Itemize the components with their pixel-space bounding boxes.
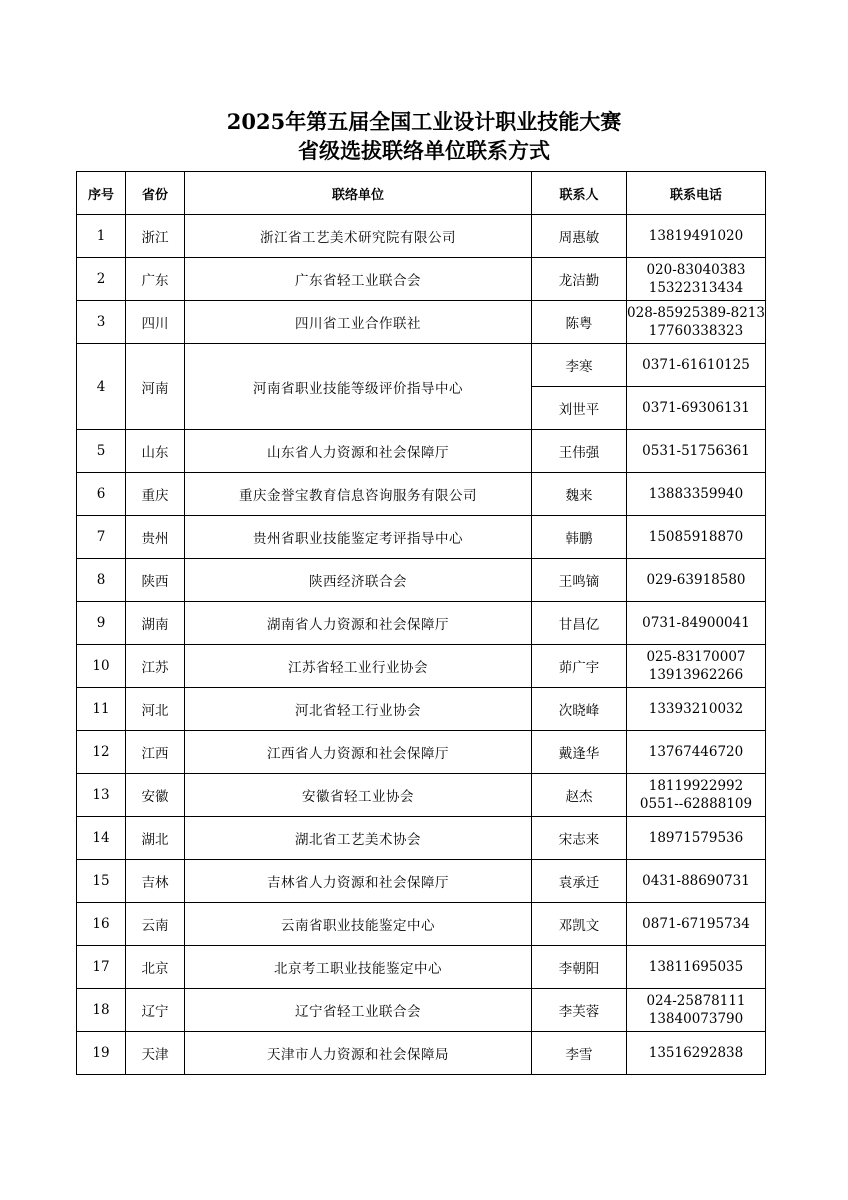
table-row (77, 903, 766, 946)
phone-number: 0871-67195734 (642, 916, 750, 932)
phone-number: 13811695035 (648, 959, 744, 975)
row-seq: 5 (77, 430, 126, 473)
row-province: 湖北 (126, 817, 185, 860)
row-contact-name: 茆广宇 (532, 645, 627, 688)
row-seq: 7 (77, 516, 126, 559)
header-phone: 联系电话 (627, 172, 766, 215)
row-contact-name: 赵杰 (532, 774, 627, 817)
row-province: 湖南 (126, 602, 185, 645)
row-seq: 19 (77, 1032, 126, 1075)
phone-number: 13819491020 (648, 228, 744, 244)
row-contact-name: 李寒 (532, 344, 627, 387)
row-province: 贵州 (126, 516, 185, 559)
row-unit: 云南省职业技能鉴定中心 (185, 903, 532, 946)
row-contact-name: 袁承迁 (532, 860, 627, 903)
header-contact: 联系人 (532, 172, 627, 215)
row-seq: 14 (77, 817, 126, 860)
header-unit: 联络单位 (185, 172, 532, 215)
contacts-table (76, 171, 766, 1075)
table-row (77, 258, 766, 301)
row-unit: 安徽省轻工业协会 (185, 774, 532, 817)
table-row (77, 817, 766, 860)
phone-number: 13516292838 (648, 1045, 744, 1061)
row-province: 江西 (126, 731, 185, 774)
row-seq: 17 (77, 946, 126, 989)
row-contact-name: 王鸣镝 (532, 559, 627, 602)
row-phone (627, 688, 766, 731)
table-row (77, 860, 766, 903)
row-province: 吉林 (126, 860, 185, 903)
row-unit: 江苏省轻工业行业协会 (185, 645, 532, 688)
row-phone (627, 903, 766, 946)
row-province: 山东 (126, 430, 185, 473)
row-contact-name: 宋志来 (532, 817, 627, 860)
table-row (77, 516, 766, 559)
row-phone (627, 946, 766, 989)
table-header-row (77, 172, 766, 215)
row-unit: 江西省人力资源和社会保障厅 (185, 731, 532, 774)
row-province: 河南 (126, 344, 185, 430)
row-phone (627, 516, 766, 559)
row-province: 河北 (126, 688, 185, 731)
row-contact-name: 甘昌亿 (532, 602, 627, 645)
table-row (77, 1032, 766, 1075)
row-unit: 陕西经济联合会 (185, 559, 532, 602)
row-unit: 贵州省职业技能鉴定考评指导中心 (185, 516, 532, 559)
phone-number: 028-85925389-8213 (627, 305, 765, 321)
row-contact-name: 王伟强 (532, 430, 627, 473)
row-phone (627, 215, 766, 258)
phone-number: 18971579536 (648, 830, 744, 846)
phone-number: 025-83170007 (646, 649, 746, 665)
row-contact-name: 魏来 (532, 473, 627, 516)
row-seq: 12 (77, 731, 126, 774)
row-seq: 3 (77, 301, 126, 344)
phone-number: 0731-84900041 (642, 615, 750, 631)
table-row (77, 645, 766, 688)
row-contact-name: 李朝阳 (532, 946, 627, 989)
phone-number: 0531-51756361 (642, 443, 750, 459)
table-row (77, 989, 766, 1032)
phone-number: 0371-61610125 (642, 357, 750, 373)
row-phone (627, 387, 766, 430)
row-unit: 湖南省人力资源和社会保障厅 (185, 602, 532, 645)
phone-number: 13883359940 (648, 486, 744, 502)
row-unit: 四川省工业合作联社 (185, 301, 532, 344)
table-row (77, 301, 766, 344)
phone-number: 13767446720 (648, 744, 744, 760)
table-row (77, 559, 766, 602)
table-row (77, 473, 766, 516)
row-seq: 15 (77, 860, 126, 903)
table-row (77, 344, 766, 387)
row-phone (627, 473, 766, 516)
header-seq: 序号 (77, 172, 126, 215)
row-unit: 辽宁省轻工业联合会 (185, 989, 532, 1032)
row-unit: 浙江省工艺美术研究院有限公司 (185, 215, 532, 258)
row-unit: 山东省人力资源和社会保障厅 (185, 430, 532, 473)
row-contact-name: 韩鹏 (532, 516, 627, 559)
row-seq: 10 (77, 645, 126, 688)
row-phone (627, 301, 766, 344)
row-province: 四川 (126, 301, 185, 344)
row-phone (627, 731, 766, 774)
row-province: 浙江 (126, 215, 185, 258)
row-phone (627, 258, 766, 301)
row-unit: 北京考工职业技能鉴定中心 (185, 946, 532, 989)
row-phone (627, 1032, 766, 1075)
row-contact-name: 李雪 (532, 1032, 627, 1075)
row-unit: 河南省职业技能等级评价指导中心 (185, 344, 532, 430)
phone-number: 17760338323 (648, 323, 744, 339)
phone-number: 029-63918580 (646, 572, 746, 588)
row-contact-name: 次晓峰 (532, 688, 627, 731)
phone-number: 020-83040383 (646, 262, 746, 278)
document-title: 2025年第五届全国工业设计职业技能大赛 (226, 109, 622, 134)
row-contact-name: 陈粤 (532, 301, 627, 344)
phone-number: 024-25878111 (646, 993, 746, 1009)
table-row (77, 215, 766, 258)
phone-number: 15322313434 (648, 280, 744, 296)
row-seq: 16 (77, 903, 126, 946)
phone-number: 13913962266 (648, 667, 744, 683)
row-province: 北京 (126, 946, 185, 989)
row-unit: 广东省轻工业联合会 (185, 258, 532, 301)
row-seq: 1 (77, 215, 126, 258)
row-contact-name: 周惠敏 (532, 215, 627, 258)
phone-number: 0551--62888109 (639, 796, 753, 812)
row-contact-name: 邓凯文 (532, 903, 627, 946)
row-province: 云南 (126, 903, 185, 946)
row-phone (627, 817, 766, 860)
row-province: 安徽 (126, 774, 185, 817)
row-province: 广东 (126, 258, 185, 301)
table-row (77, 430, 766, 473)
document-subtitle: 省级选拔联络单位联系方式 (298, 138, 550, 163)
row-seq: 9 (77, 602, 126, 645)
table-row (77, 602, 766, 645)
row-seq: 11 (77, 688, 126, 731)
row-unit: 重庆金誉宝教育信息咨询服务有限公司 (185, 473, 532, 516)
table-row (77, 774, 766, 817)
row-unit: 湖北省工艺美术协会 (185, 817, 532, 860)
row-phone (627, 344, 766, 387)
row-phone (627, 430, 766, 473)
phone-number: 0431-88690731 (642, 873, 750, 889)
phone-number: 18119922992 (648, 778, 744, 794)
row-phone (627, 860, 766, 903)
row-contact-name: 戴逢华 (532, 731, 627, 774)
row-contact-name: 刘世平 (532, 387, 627, 430)
row-contact-name: 龙洁勤 (532, 258, 627, 301)
row-unit: 吉林省人力资源和社会保障厅 (185, 860, 532, 903)
row-phone (627, 602, 766, 645)
row-seq: 13 (77, 774, 126, 817)
phone-number: 0371-69306131 (642, 400, 750, 416)
table-row (77, 731, 766, 774)
phone-number: 13840073790 (648, 1011, 744, 1027)
row-seq: 4 (77, 344, 126, 430)
row-contact-name: 李芙蓉 (532, 989, 627, 1032)
row-phone (627, 774, 766, 817)
row-seq: 2 (77, 258, 126, 301)
row-province: 天津 (126, 1032, 185, 1075)
phone-number: 15085918870 (648, 529, 744, 545)
row-phone (627, 989, 766, 1032)
row-province: 陕西 (126, 559, 185, 602)
row-seq: 6 (77, 473, 126, 516)
row-unit: 河北省轻工行业协会 (185, 688, 532, 731)
row-phone (627, 559, 766, 602)
row-province: 江苏 (126, 645, 185, 688)
row-phone (627, 645, 766, 688)
table-body (77, 215, 766, 1075)
row-province: 辽宁 (126, 989, 185, 1032)
row-seq: 18 (77, 989, 126, 1032)
phone-number: 13393210032 (648, 701, 744, 717)
row-unit: 天津市人力资源和社会保障局 (185, 1032, 532, 1075)
row-seq: 8 (77, 559, 126, 602)
header-province: 省份 (126, 172, 185, 215)
table-row (77, 946, 766, 989)
table-row (77, 688, 766, 731)
row-province: 重庆 (126, 473, 185, 516)
